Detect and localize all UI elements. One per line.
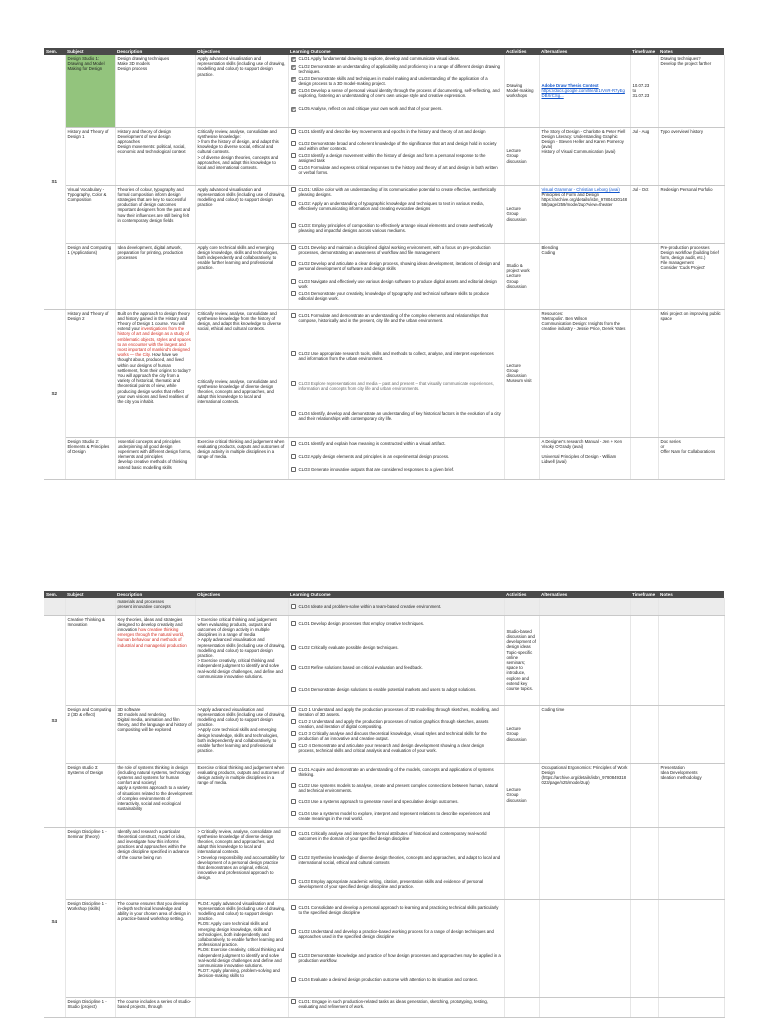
activities-cell: Lecture Group discussion <box>504 705 539 763</box>
checkbox[interactable] <box>291 261 296 266</box>
activities-cell <box>504 437 539 479</box>
description-highlight: investigations from the history of art and design as a study of emblematic objects, styles and spaces to an encounter with the largest and most important of mankind's designed works — the City. <box>117 326 191 358</box>
description-highlight: how creative thinking emerges through the natural world, human behaviour and methods of industrial and managerial production <box>117 626 187 648</box>
outcome-text: CLO 4 Demonstrate and articulate your research and design development showing a clear design process, technical skills and critical analysis and evaluation of your work. <box>298 742 485 753</box>
timeframe-cell <box>630 598 658 615</box>
table-row <box>44 127 724 185</box>
checkbox-checked[interactable] <box>291 89 296 94</box>
checkbox[interactable] <box>291 929 296 934</box>
table-row <box>44 997 724 1017</box>
header-objectives: Objectives <box>195 591 288 598</box>
activities-cell: Lecture Group discussion <box>504 185 539 243</box>
checkbox[interactable] <box>291 351 296 356</box>
outcome-text: CLO2 Synthesise knowledge of diverse design theories, concepts and approaches, and adapt to local and international social, ethical and cultural contexts <box>298 854 501 865</box>
notes-cell <box>658 997 724 1017</box>
description-cell: Design drawing techniques Make 3D models Design process <box>115 55 195 127</box>
activities-cell: Lecture Group discussion <box>504 763 539 827</box>
checkbox[interactable] <box>291 621 296 626</box>
table-header-row <box>44 48 724 55</box>
checkbox[interactable] <box>291 665 296 670</box>
description-text: essential concepts and principles underpinning all good design experiment with different design forms, elements and principles develop creative methods of thinking extend basic modelling skills <box>117 438 192 470</box>
timeframe-cell <box>630 615 658 705</box>
checkbox[interactable] <box>291 313 296 318</box>
subject-cell: History and Theory of Design 2 <box>65 309 115 437</box>
objectives-text: PLO4: Apply advanced visualisation and representation skills (including use of drawing, modelling and colour) to support design practice. PLO5: Apply core technical skills and emerging design knowledge, skills and technologies, both independently and collaboratively, to enable further learning and professional practice. PLO6: Exercise creativity, critical thinking and independent judgment to identify and solve real-world design challenges and define and communicate innovative solutions. PLO7: Apply planning, problem-solving and decision-making skills to <box>197 900 286 979</box>
outcome-text: CLO4 Demonstrate design solutions to enable potential markets and users to adopt solutions. <box>298 686 477 692</box>
outcome-text: CLO4 Identify, develop and demonstrate an understanding of key historical factors in the evolution of a city and their relationships with contemporary city life. <box>298 410 501 421</box>
timeframe-cell <box>630 705 658 763</box>
outcome-text: CLO3 Use a systems approach to generate novel and speculative design outcomes. <box>298 798 459 804</box>
outcome-text: CLO1 Identify and explain how meaning is constructed within a visual artifact. <box>298 440 446 446</box>
description-text: Key theories, ideas and strategies designed to develop creativity and innovation <box>117 616 183 632</box>
description-cell <box>115 615 195 705</box>
timeframe-cell <box>630 437 658 479</box>
description-cell: History and theory of design Development of new design approaches Design movements: political, social, economic and technological context <box>115 127 195 185</box>
outcome-text: CLO4 Evaluate a desired design production outcome with attention to its situation and context. <box>298 976 478 982</box>
semester-cell <box>44 598 65 615</box>
table-header-row <box>44 591 724 598</box>
timeframe-cell <box>630 827 658 899</box>
outcome-text: CLO3 Demonstrate skills and techniques in model making and understanding of the application of a design process to a 3D model-making project. <box>298 76 488 87</box>
outcome-text: CLO3 Navigate and effectively use various design software to produce digital assets and editorial design work <box>298 278 497 289</box>
checkbox[interactable] <box>291 201 296 206</box>
description-cell: The course ensures that you develop in-depth technical knowledge and ability in your chosen area of design in a practice-based workshop setting. <box>115 899 195 997</box>
checkbox[interactable] <box>291 953 296 958</box>
alternatives-cell: The Story of Design - Charlotte & Peter Fiell Design Literacy: Understanding Graphic Design - Steven Heller and Karen Pomeroy (avai) History of Visual Communication (avai) <box>539 127 630 185</box>
alternatives-cell <box>539 827 630 899</box>
outcome-text: CLO1 Formulate and demonstrate an understanding of the complex elements and relationships that compose, historically and in the present, city life and the urban environment. <box>298 312 488 323</box>
outcome-text: CLO4 Use a systems model to explore, interpret and represent relations to describe experiences and create meanings in the real world. <box>298 810 491 821</box>
subject-cell <box>65 598 115 615</box>
outcomes-cell <box>288 899 504 997</box>
objectives-text: Critically review, analyse, consolidate and synthesise knowledge from the history of design, and adapt this knowledge to diverse social, ethical and cultural contexts. <box>197 310 282 332</box>
checkbox[interactable] <box>291 799 296 804</box>
table-row <box>44 763 724 827</box>
timeframe-cell <box>630 997 658 1017</box>
header-learning-outcome: Learning Outcome <box>288 48 504 55</box>
alternatives-cell <box>539 615 630 705</box>
outcome-text: CLO3 Generate innovative outputs that are considered responses to a given brief. <box>298 466 455 472</box>
outcomes-cell <box>288 243 504 309</box>
activities-cell <box>504 598 539 615</box>
checkbox[interactable] <box>291 165 296 170</box>
checkbox[interactable] <box>291 467 296 472</box>
activities-cell <box>504 827 539 899</box>
checkbox[interactable] <box>291 811 296 816</box>
checkbox[interactable] <box>291 411 296 416</box>
subject-cell: Creative Thinking & Innovation <box>65 615 115 705</box>
header-notes: Notes <box>658 591 724 598</box>
objectives-cell: > Critically review, analyse, consolidate and synthesise knowledge of diverse design theories, concepts and approaches, and adapt this knowledge to local and international contexts. > Develop responsibility and accountability for development of a personal design practice that demonstrates an original, ethical, innovative and professional approach to design. <box>195 827 288 899</box>
outcome-text: CLO3: Employ principles of composition to effectively arrange visual elements and create aesthetically pleasing and impactful designs across various mediums. <box>298 222 493 233</box>
outcomes-cell <box>288 763 504 827</box>
alternatives-cell: Occupational Ergonomics: Principles of Work Design (https://archive.org/details/isbn_9780849318023/page/n25/mode/2up) <box>539 763 630 827</box>
checkbox[interactable] <box>291 977 296 982</box>
header-subject: Subject <box>65 591 115 598</box>
outcome-text: CLO1 Critically analyse and interpret the formal attributes of historical and contemporary real-world outcomes in the domain of your specified design discipline <box>298 830 487 841</box>
objectives-cell: > Exercise critical thinking and judgement when evaluating products, outputs and outcomes of design activity in multiple disciplines in a range of media > Apply advanced visualisation and representation skills (including use of drawing, modelling and colour) to support design practice. > Exercise creativity, critical thinking and independent judgment to identify and solve real-world design challenges, and define and communicate innovative solutions. <box>195 615 288 705</box>
outcome-text: CLO2: Apply an understanding of typographic knowledge and techniques to text in various media, effectively communicating information and creating evocative designs <box>298 200 484 211</box>
description-text: How have we thought about, produced, and lived within our designs of human settlement, from their origins to today? You will approach the city from a variety of historical, thematic and theoretical points of view, while producing design works that reflect your own visions and lived realities of the city you inhabit. <box>117 352 191 404</box>
header-timeframe: Timeframe <box>630 591 658 598</box>
outcome-text: CLO1 Acquire and demonstrate an understanding of the models, concepts and applications of systems thinking. <box>298 766 494 777</box>
outcome-text: CLO2 Apply design elements and principles in an experimental design process. <box>298 453 450 459</box>
alternatives-cell <box>539 899 630 997</box>
outcome-text: CLO1 Apply fundamental drawing to explore, develop and communicate visual ideas. <box>298 56 460 61</box>
description-cell <box>115 309 195 437</box>
table-row <box>44 598 724 615</box>
table-row <box>44 899 724 997</box>
objectives-text: Critically review, analyse, consolidate and synthesise knowledge of diverse design theories, concepts and approaches, and adapt this knowledge to local and international contexts. <box>197 378 277 405</box>
checkbox-checked[interactable] <box>291 77 296 82</box>
alternatives-cell: Blending Coding <box>539 243 630 309</box>
header-sem: Sem. <box>44 48 65 55</box>
header-notes: Notes <box>658 48 724 55</box>
outcome-text: CLO2 Demonstrate an understanding of applicability and proficiency in a range of different design drawing techniques. <box>298 64 501 75</box>
outcomes-cell <box>288 127 504 185</box>
semester-label: S1 <box>44 55 65 309</box>
alternatives-cell <box>539 55 630 127</box>
checkbox[interactable] <box>291 687 296 692</box>
subject-cell: Design and Computing 2 (3D & effect) <box>65 705 115 763</box>
description-cell: Identify and research a particular theoretical construct, model or idea, and investigate how this informs practices and approaches within the design discipline specified in advance of the course being run <box>115 827 195 899</box>
header-activities: Activities <box>504 48 539 55</box>
activities-cell: Studio-based discussion and development of design ideas Topic-specific online seminars; space to introduce, explore and extend key course topics. <box>504 615 539 705</box>
activities-cell: Studio & project work Lecture Group discussion <box>504 243 539 309</box>
outcome-text: CLO4 Demonstrate your creativity, knowledge of typography and technical software skills to produce editorial design work. <box>298 290 490 301</box>
checkbox[interactable] <box>291 223 296 228</box>
subject-cell: Design Discipline 1 - Workshop (skills) <box>65 899 115 997</box>
table-row <box>44 309 724 437</box>
header-sem: Sem. <box>44 591 65 598</box>
description-text: Built on the approach to design theory and history gained in the History and Theory of Design 1 course. You will extend your <box>117 310 190 332</box>
document-page-1 <box>44 48 724 472</box>
outcome-text: CLO3 Refine solutions based on critical evaluation and feedback. <box>298 664 423 670</box>
objectives-cell: >Apply advanced visualisation and representation skills (including use of drawing, modelling and colour) to support design practice. >Apply core technical skills and emerging design knowledge, skills and technologies, both independently and collaboratively, to enable further learning and professional practice. <box>195 705 288 763</box>
outcome-text: CLO3 Explore representations and media – past and present – that visually communicate experiences, information and concepts from city life and urban environments. <box>298 380 494 391</box>
notes-cell <box>658 598 724 615</box>
table-row <box>44 615 724 705</box>
subject-cell: Design Discipline 1 - Studio (project) <box>65 997 115 1017</box>
checkbox[interactable] <box>291 291 296 296</box>
semester-label: S2 <box>44 309 65 479</box>
checkbox-checked[interactable] <box>291 107 296 112</box>
checkbox[interactable] <box>291 604 296 609</box>
outcome-text: CLO2 Use appropriate research tools, skills and methods to collect, analyse, and interpret experiences and information from the urban environment. <box>298 350 494 361</box>
activities-cell: Lecture Group discussion Museum visit <box>504 309 539 437</box>
alternatives-cell: A Designer's research Manual - Jen + Ken Visoky O'Grady (avai) Universal Principles of Design - William Lidwell (avai) <box>539 437 630 479</box>
notes-cell <box>658 827 724 899</box>
outcome-text: CLO2 Develop and articulate a clear design process, showing ideas development, iterations of design and personal development of software and design skills <box>298 260 501 271</box>
timeframe-cell: 10.07.23 to 31.07.23 <box>630 55 658 127</box>
checkbox[interactable] <box>291 743 296 748</box>
description-cell: the role of systems thinking in design (including natural systems, technology systems and systems for human comfort and society) apply a systems approach to a variety of situations related to the development of complex environments of interactivity, social and ecological sustainability <box>115 763 195 827</box>
notes-cell: Redesign Personal Porfolio <box>658 185 724 243</box>
timeframe-cell <box>630 309 658 437</box>
table-row <box>44 705 724 763</box>
table-row <box>44 243 724 309</box>
outcome-text: CLO1 Consolidate and develop a personal approach to learning and practicing technical skills particularly to the specified design discipline <box>298 904 499 915</box>
header-activities: Activities <box>504 591 539 598</box>
document-page-2 <box>44 591 724 1024</box>
objectives-cell: Apply advanced visualisation and representation skills (including use of drawing, modelling and colour) to support design practice <box>195 185 288 243</box>
outcomes-cell <box>288 309 504 437</box>
objectives-cell: Exercise critical thinking and judgement when evaluating products, outputs and outcomes of design activity in multiple disciplines in a range of media. <box>195 437 288 479</box>
checkbox[interactable] <box>291 855 296 860</box>
semester-label: S3 <box>44 615 65 827</box>
objectives-cell <box>195 899 288 997</box>
description-cell: The course includes a series of studio-based projects, through <box>115 997 195 1017</box>
timeframe-cell: Jul - Aug <box>630 127 658 185</box>
outcome-text: CLO3 Demonstrate knowledge and practice of how design processes and approaches may be applied in a production workflow. <box>298 952 501 963</box>
outcome-text: CLO1 Identify and describe key movements and epochs in the history and theory of art and design <box>298 128 486 134</box>
table-row <box>44 827 724 899</box>
header-description: Description <box>115 48 195 55</box>
outcomes-cell <box>288 55 504 127</box>
outcome-text: CLO3 Employ appropriate academic writing, citation, presentation skills and evidence of personal development of your specified design discipline and practice. <box>298 878 484 889</box>
outcomes-cell <box>288 615 504 705</box>
checkbox[interactable] <box>291 454 296 459</box>
description-cell <box>115 437 195 479</box>
description-cell: Theories of colour, typography and formal composition inform design strategies that are key to successful production of design outcomes Important designers from the past and how their influences are still being felt in contemporary design fields <box>115 185 195 243</box>
header-objectives: Objectives <box>195 48 288 55</box>
outcomes-cell <box>288 997 504 1017</box>
checkbox-checked[interactable] <box>291 57 296 62</box>
checkbox[interactable] <box>291 141 296 146</box>
outcome-text: CLO1 Develop design processes that employ creative techniques. <box>298 620 425 626</box>
checkbox[interactable] <box>291 279 296 284</box>
checkbox[interactable] <box>291 731 296 736</box>
checkbox-checked[interactable] <box>291 65 296 70</box>
checkbox[interactable] <box>291 245 296 250</box>
alternatives-link-title[interactable]: Visual Grammar - Christian Leborg (avai) <box>541 186 620 192</box>
outcome-text: CLO 3 Critically analyse and discuss theoretical knowledge, visual styles and technical skills for the production of an innovative and creative output. <box>298 730 487 741</box>
table-row <box>44 55 724 127</box>
alternatives-cell: Coding time <box>539 705 630 763</box>
description-cell: 3D software 3D models and rendering Digital media, animation and film theory, and the language and history of compositing will be explored <box>115 705 195 763</box>
subject-cell: Design Studio 1: Drawing and Model Making for Design <box>65 55 115 127</box>
objectives-cell <box>195 997 288 1017</box>
outcomes-cell <box>288 705 504 763</box>
outcome-text: CLO4 Formulate and express critical responses to the history and theory of art and design in both written or verbal forms. <box>298 164 498 175</box>
outcome-text: CLO1: Utilize color with an understanding of its communicative potential to create effective, aesthetically pleasing designs. <box>298 186 497 197</box>
objectives-cell <box>195 309 288 437</box>
objectives-cell: Exercise critical thinking and judgement when evaluating products, outputs and outcomes of design activity in multiple disciplines in a range of media. <box>195 763 288 827</box>
notes-cell <box>658 615 724 705</box>
header-alternatives: Alternatives <box>539 48 630 55</box>
outcome-text: CLO 2 Understand and apply the production processes of motion graphics through sketches, assets creation, and iteration of digital compositing. <box>298 718 489 729</box>
notes-cell: Drawing techniques? Develop the project farther <box>658 55 724 127</box>
outcomes-cell <box>288 185 504 243</box>
semester-label: S4 <box>44 827 65 1017</box>
checkbox[interactable] <box>291 783 296 788</box>
curriculum-table-1 <box>44 48 725 480</box>
timeframe-cell: Jul - Oct <box>630 185 658 243</box>
checkbox[interactable] <box>291 441 296 446</box>
timeframe-cell <box>630 763 658 827</box>
outcome-text: CLO1: Engage in such production-related tasks as ideas generation, sketching, prototyping, testing, evaluating and refinement of work. <box>298 998 488 1009</box>
objectives-cell: Critically review, analyse, consolidate and synthesise knowledge: > from the history of design, and adapt this knowledge to diverse social, ethical and cultural contexts. > of diverse design theories, concepts and approaches, and adapt this knowledge to local and international contexts. <box>195 127 288 185</box>
alternatives-cell <box>539 997 630 1017</box>
activities-cell <box>504 899 539 997</box>
header-timeframe: Timeframe <box>630 48 658 55</box>
checkbox[interactable] <box>291 905 296 910</box>
timeframe-cell <box>630 243 658 309</box>
header-subject: Subject <box>65 48 115 55</box>
alternatives-cell <box>539 598 630 615</box>
checkbox[interactable] <box>291 707 296 712</box>
objectives-cell: Apply advanced visualisation and representation skills (including use of drawing, modelling and colour) to support design practice. <box>195 55 288 127</box>
alternatives-cell <box>539 185 630 243</box>
outcome-text: CLO2 Critically evaluate possible design techniques. <box>298 644 399 650</box>
subject-cell: Design Discipline 1 - Seminar (theory) <box>65 827 115 899</box>
outcome-text: CLO 1 Understand and apply the production processes of 3D modelling through sketches, modelling, and iteration of 3D assets. <box>298 706 499 717</box>
table-row <box>44 185 724 243</box>
header-description: Description <box>115 591 195 598</box>
outcomes-cell <box>288 827 504 899</box>
notes-cell: Typo overview/ history <box>658 127 724 185</box>
subject-cell: History and Theory of Design 1 <box>65 127 115 185</box>
checkbox[interactable] <box>291 645 296 650</box>
notes-cell <box>658 705 724 763</box>
outcome-text: CLO5 Analyse, reflect on and critique your own work and that of your peers. <box>298 106 443 111</box>
outcome-text: CLO2 Use systems models to analyse, create and present complex connections between human, natural and technical environments. <box>298 782 499 793</box>
subject-cell: Visual Vocabulary - Typography, Color & Composition <box>65 185 115 243</box>
outcome-text: CLO4 Ideate and problem-solve within a team-based creative environment. <box>298 603 442 609</box>
outcome-text: CLO1 Develop and maintain a disciplined digital working environment, with a focus on pre-production processes, demonstrating an awareness of workflow and file management <box>298 244 491 255</box>
outcome-text: CLO2 Understand and develop a practice-based working process for a range of design techniques and approaches used in the specified design discipline <box>298 928 494 939</box>
description-cell: Idea development, digital artwork, preparation for printing, production processes <box>115 243 195 309</box>
outcome-text: CLO4 Develop a sense of personal visual identity through the process of documenting, self-reflecting, and exploring, fostering an understanding of one's own unique style and creative expression. <box>298 88 500 99</box>
activities-cell <box>504 997 539 1017</box>
table-row <box>44 437 724 479</box>
subject-cell: Design studio 3: Systems of Design <box>65 763 115 827</box>
subject-cell: Design and Computing 1 (Applications) <box>65 243 115 309</box>
notes-cell: Mini project on improving public space <box>658 309 724 437</box>
checkbox[interactable] <box>291 999 296 1004</box>
outcomes-cell <box>288 437 504 479</box>
notes-cell <box>658 899 724 997</box>
outcome-text: CLO3 Identify a design movement within the history of design and form a personal response to the assigned task <box>298 152 486 163</box>
checkbox[interactable] <box>291 767 296 772</box>
header-learning-outcome: Learning Outcome <box>288 591 504 598</box>
outcomes-cell <box>288 598 504 615</box>
checkbox[interactable] <box>291 129 296 134</box>
subject-cell: Design Studio 2: Elements & Principles of Design <box>65 437 115 479</box>
activities-cell: Lecture Group discussion <box>504 127 539 185</box>
description-cell: materials and processes present innovative concepts <box>115 598 195 615</box>
objectives-cell: Apply core technical skills and emerging design knowledge, skills and technologies, both independently and collaboratively, to enable further learning and professional practice. <box>195 243 288 309</box>
checkbox[interactable] <box>291 153 296 158</box>
outcome-text: CLO2 Demonstrate broad and coherent knowledge of the significance that art and design hold in society and within other contexts. <box>298 140 497 151</box>
checkbox[interactable] <box>291 719 296 724</box>
curriculum-table-2 <box>44 591 725 1018</box>
checkbox[interactable] <box>291 831 296 836</box>
activities-cell: Drawing Model-making workshops <box>504 55 539 127</box>
alternatives-text: Principles of Form and Design https://archive.org/details/isbn_9780442014858/page/259/mode/2up?view=theater <box>541 191 628 208</box>
timeframe-cell <box>630 899 658 997</box>
alternatives-cell: Resources: 'Metropolis'. Ben Wilson Communication Design: Insights from the creative industry - Jessie Price, Derek Yates <box>539 309 630 437</box>
checkbox[interactable] <box>291 879 296 884</box>
alternatives-link[interactable]: https://docs.google.com/file/d/1rVnR-R7yEgDBXrCSg... <box>541 88 625 99</box>
notes-cell: Pre-production processes Design workflow (building brief form, design audit, etc.) File management Consider 'Cuds Project' <box>658 243 724 309</box>
checkbox[interactable] <box>291 381 296 386</box>
alternatives-link-title[interactable]: Adobe Draw Thesis Context <box>541 82 599 88</box>
notes-cell: Presentation Idea Developments Ideation methodology <box>658 763 724 827</box>
checkbox[interactable] <box>291 187 296 192</box>
objectives-cell <box>195 598 288 615</box>
notes-cell: Doc series or Offer Nam for Collaborations <box>658 437 724 479</box>
header-alternatives: Alternatives <box>539 591 630 598</box>
